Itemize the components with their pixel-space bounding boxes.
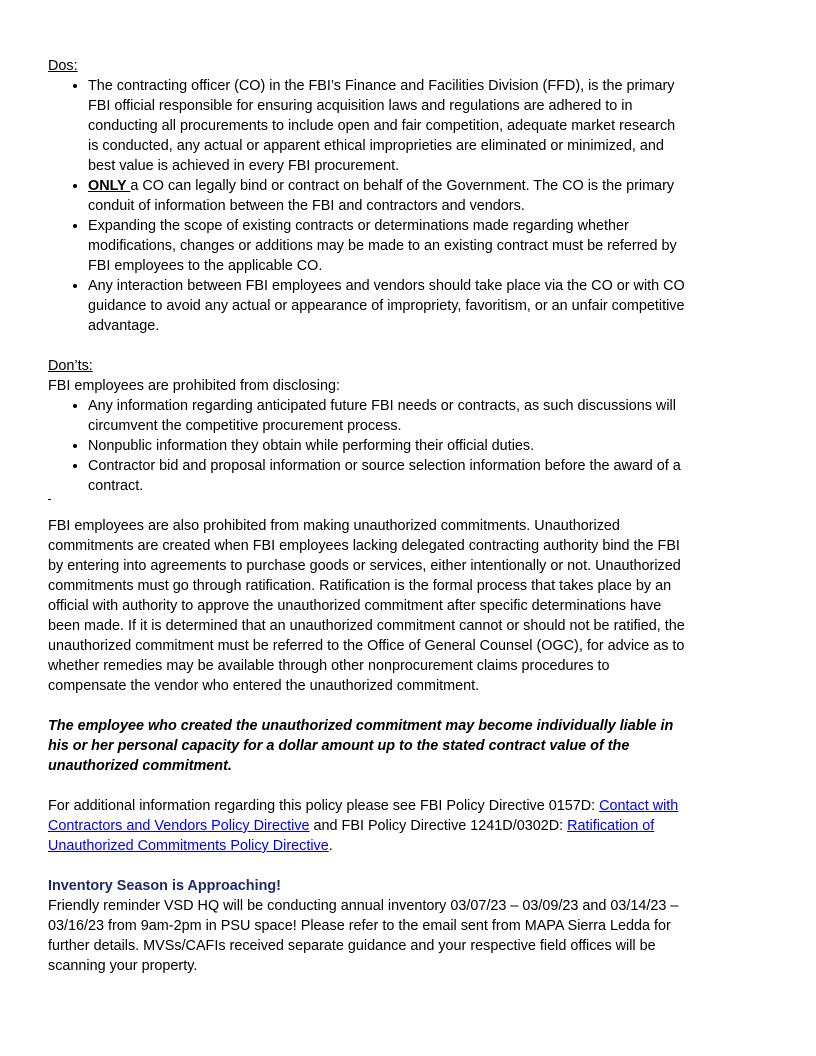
dos-item-2: [88, 176, 688, 216]
references-prefix: For additional information regarding this policy please see FBI Policy Directive 0157D:: [48, 798, 600, 814]
donts-heading: Don’ts:: [48, 358, 93, 374]
donts-list: [48, 396, 688, 496]
contact-contractors-policy-link[interactable]: Contact with Contractors and Vendors Policy Directive: [48, 798, 679, 834]
dos-item-3: • Expanding the scope of existing contracts or determinations made regarding whether modifications, changes or additions may be made to an existing contract must be referred by FBI employees to the applicable CO.: [88, 216, 688, 276]
dos-item-4: • Any interaction between FBI employees and vendors should take place via the CO or with CO guidance to avoid any actual or appearance of impropriety, favoritism, or an unfair competitive advantage.: [88, 276, 688, 336]
dos-heading: Dos:: [48, 58, 78, 74]
references-suffix: .: [328, 838, 333, 854]
only-emphasis: ONLY: [88, 178, 131, 194]
liability-warning: The employee who created the unauthorized commitment may become individually liable in his or her personal capacity for a dollar amount up to the stated contract value of the unauthorized commitment.: [48, 718, 674, 774]
dos-item-1: • The contracting officer (CO) in the FBI’s Finance and Facilities Division (FFD), is the primary FBI official responsible for ensuring acquisition laws and regulations are adhered to in conducting all procurements to include open and fair competition, adequate market research is conducted, any actual or apparent ethical improprieties are eliminated or minimized, and best value is achieved in every FBI procurement.: [88, 76, 688, 176]
donts-intro: FBI employees are prohibited from disclosing:: [48, 378, 340, 394]
donts-item-1: • Any information regarding anticipated future FBI needs or contracts, as such discussions will circumvent the competitive procurement process.: [88, 396, 688, 436]
dos-list: [48, 76, 688, 336]
dos-item-2-text: a CO can legally bind or contract on behalf of the Government. The CO is the primary conduit of information between the FBI and contractors and vendors.: [88, 178, 675, 214]
donts-item-2: • Nonpublic information they obtain while performing their official duties.: [88, 436, 688, 456]
unauthorized-commitments-paragraph: FBI employees are also prohibited from making unauthorized commitments. Unauthorized commitments are created when FBI employees lacking delegated contracting authority bind the FBI by entering into agreements to purchase goods or services, either intentionally or not. Unauthorized commitments must go through ratification. Ratification is the formal process that takes place by an official with authority to approve the unauthorized commitment after specific determinations have been made. If it is determined that an unauthorized commitment cannot or should not be ratified, the unauthorized commitment must be referred to the Office of General Counsel (OGC), for advice as to whether remedies may be available through other nonprocurement claims procedures to compensate the vendor who entered the unauthorized commitment.: [48, 518, 685, 694]
inventory-body: Friendly reminder VSD HQ will be conducting annual inventory 03/07/23 – 03/09/23 and 03/14/23 – 03/16/23 from 9am-2pm in PSU space! Please refer to the email sent from MAPA Sierra Ledda for further details. MVSs/CAFIs received separate guidance and your respective field offices will be scanning your property.: [48, 898, 679, 974]
policy-references: [48, 796, 688, 856]
document-page: [48, 56, 688, 976]
ratification-policy-link[interactable]: Ratification of Unauthorized Commitments Policy Directive: [48, 818, 655, 854]
donts-item-3: • Contractor bid and proposal information or source selection information before the award of a contract.: [88, 456, 688, 496]
references-middle: and FBI Policy Directive 1241D/0302D:: [309, 818, 568, 834]
spacer: [48, 496, 688, 516]
inventory-heading: Inventory Season is Approaching!: [48, 878, 281, 894]
